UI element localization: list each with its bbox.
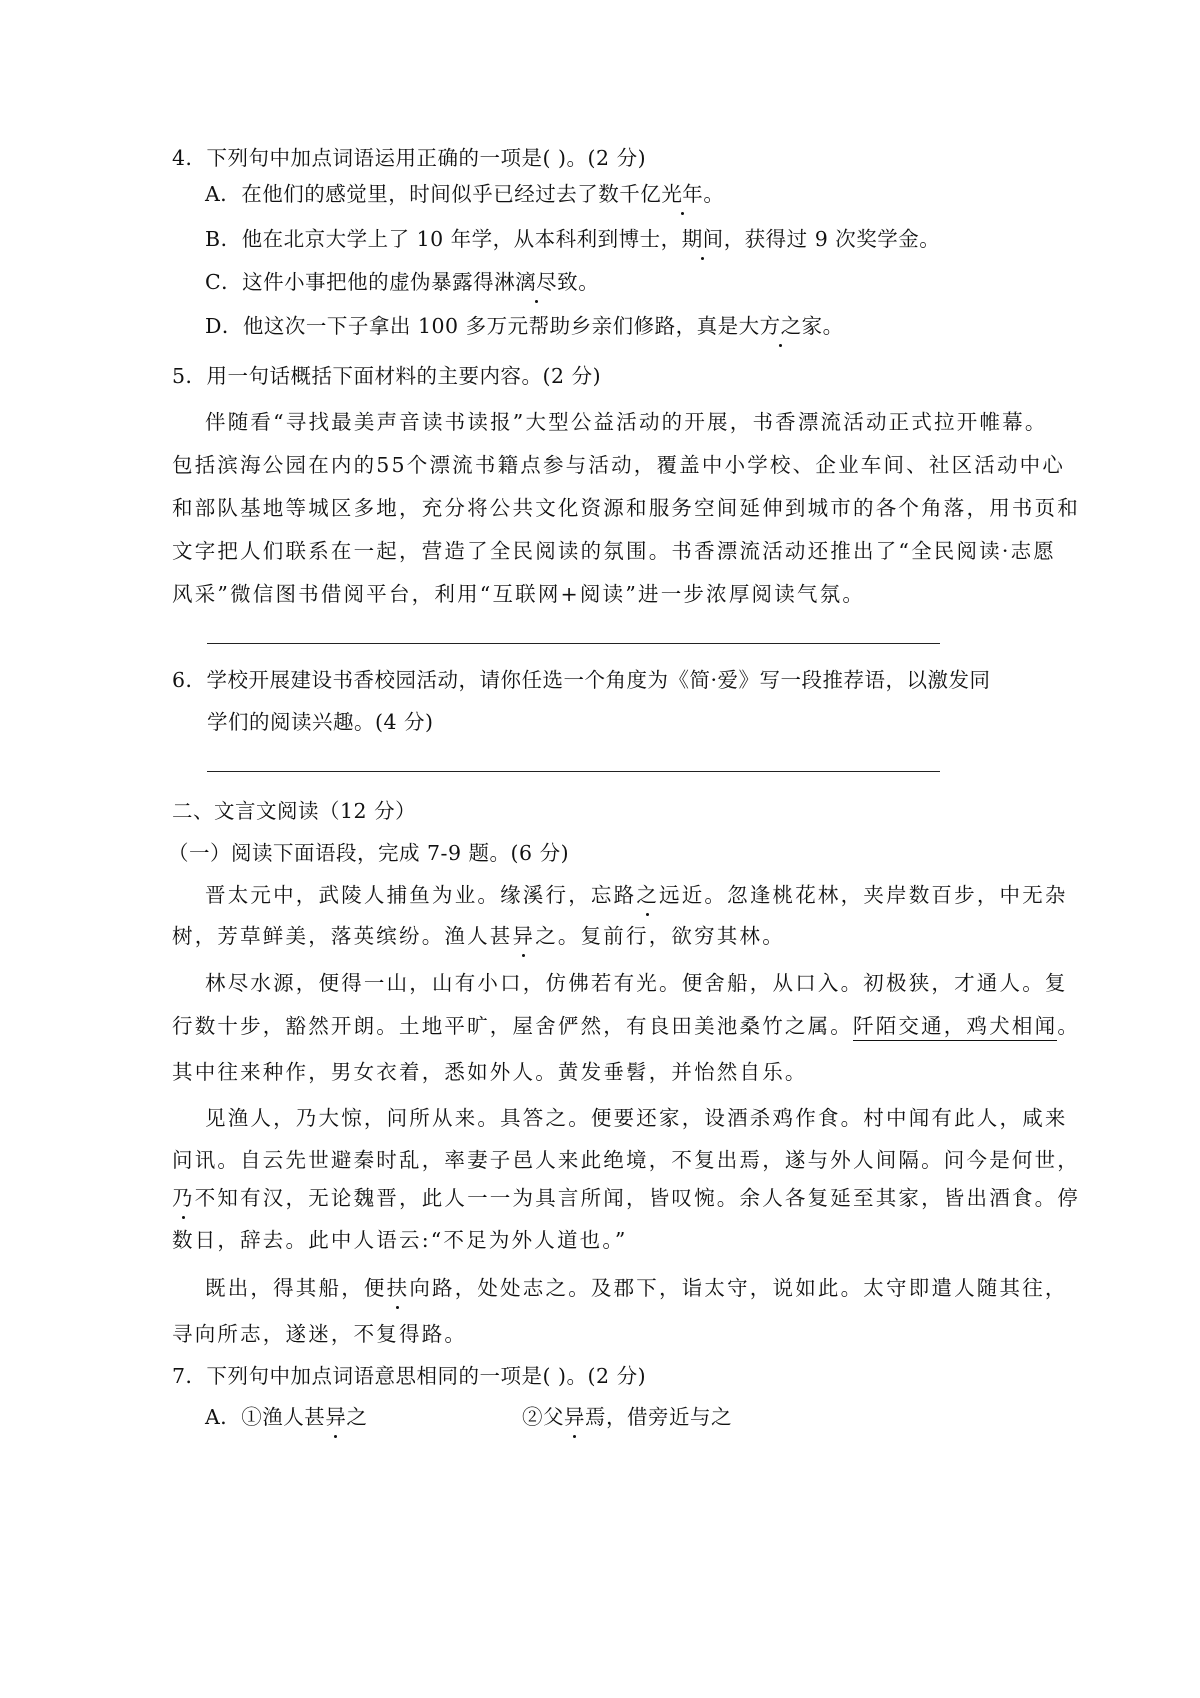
question-7-option-a-left: A．①渔人甚异之 (205, 1405, 368, 1429)
passage-line: 行数十步，豁然开朗。土地平旷，屋舍俨然，有良田美池桑竹之属。阡陌交通，鸡犬相闻。 (172, 1016, 1080, 1037)
passage-line: 数日，辞去。此中人语云:“不足为外人道也。” (172, 1228, 628, 1252)
question-4-option-c: C．这件小事把他的虚伪暴露得淋漓尽致。 (205, 270, 600, 294)
material-line: 包括滨海公园在内的55个漂流书籍点参与活动，覆盖中小学校、企业车间、社区活动中心 (172, 453, 1066, 477)
question-6-stem-cont: 学们的阅读兴趣。(4 分) (207, 710, 434, 734)
passage-line: 寻向所志，遂迷，不复得路。 (172, 1322, 468, 1346)
section-instruction: （一）阅读下面语段，完成 7-9 题。(6 分) (168, 841, 570, 865)
dotted-term: 大方之家 (738, 314, 823, 338)
question-7-stem: 7．下列句中加点词语意思相同的一项是( )。(2 分) (172, 1364, 647, 1388)
passage-line: 晋太元中，武陵人捕鱼为业。缘溪行，忘路之远近。忽逢桃花林，夹岸数百步，中无杂 (205, 883, 1068, 907)
passage-line: 乃不知有汉，无论魏晋，此人一一为具言所闻，皆叹惋。余人各复延至其家，皆出酒食。停 (172, 1186, 1081, 1210)
question-4-option-d: D．他这次一下子拿出 100 多万元帮助乡亲们修路，真是大方之家。 (205, 314, 844, 338)
passage-line: 既出，得其船，便扶向路，处处志之。及郡下，诣太守，说如此。太守即遣人随其往， (205, 1276, 1068, 1300)
dotted-term: 期间 (681, 227, 724, 251)
material-line: 伴随看“寻找最美声音读书读报”大型公益活动的开展，书香漂流活动正式拉开帷幕。 (205, 410, 1048, 434)
question-4-option-b: B．他在北京大学上了 10 年学，从本科利到博士，期间，获得过 9 次奖学金。 (205, 227, 941, 251)
passage-line: 问讯。自云先世避秦时乱，率妻子邑人来此绝境，不复出焉，遂与外人间隔。问今是何世， (172, 1148, 1080, 1172)
dotted-term: 异 (512, 924, 536, 948)
material-line: 和部队基地等城区多地，充分将公共文化资源和服务空间延伸到城市的各个角落，用书页和 (172, 496, 1080, 520)
passage-line: 林尽水源，便得一山，山有小口，仿佛若有光。便舍船，从口入。初极狭，才通人。复 (205, 971, 1068, 995)
material-line: 风采”微信图书借阅平台，利用“互联网+阅读”进一步浓厚阅读气氛。 (172, 582, 866, 606)
dotted-term: 淋漓尽致 (494, 270, 579, 294)
dotted-term: 异 (325, 1405, 347, 1429)
material-line: 文字把人们联系在一起，营造了全民阅读的氛围。书香漂流活动还推出了“全民阅读·志愿 (172, 539, 1056, 563)
question-4-option-a: A．在他们的感觉里，时间似乎已经过去了数千亿光年。 (205, 182, 725, 206)
question-5-stem: 5．用一句话概括下面材料的主要内容。(2 分) (172, 364, 602, 388)
dotted-term: 异 (564, 1405, 585, 1429)
dotted-term: 光年 (661, 182, 704, 206)
question-6-stem: 6．学校开展建设书香校园活动，请你任选一个角度为《简·爱》写一段推荐语，以激发同 (172, 668, 991, 692)
underlined-sentence: 阡陌交通，鸡犬相闻 (853, 1014, 1057, 1041)
passage-line: 其中往来种作，男女衣着，悉如外人。黄发垂髫，并怡然自乐。 (172, 1060, 808, 1084)
dotted-term: 之 (636, 883, 660, 907)
passage-line: 树，芳草鲜美，落英缤纷。渔人甚异之。复前行，欲穷其林。 (172, 924, 785, 948)
passage-line: 见渔人，乃大惊，问所从来。具答之。便要还家，设酒杀鸡作食。村中闻有此人，咸来 (205, 1106, 1068, 1130)
answer-line[interactable] (207, 771, 940, 772)
question-7-option-a-right: ②父异焉，借旁近与之 (522, 1405, 732, 1429)
answer-line[interactable] (207, 643, 940, 644)
section-title: 二、文言文阅读（12 分） (172, 799, 417, 823)
dotted-term: 扶 (386, 1276, 410, 1300)
question-4-stem: 4．下列句中加点词语运用正确的一项是( )。(2 分) (172, 146, 647, 170)
dotted-term: 乃 (172, 1186, 195, 1210)
